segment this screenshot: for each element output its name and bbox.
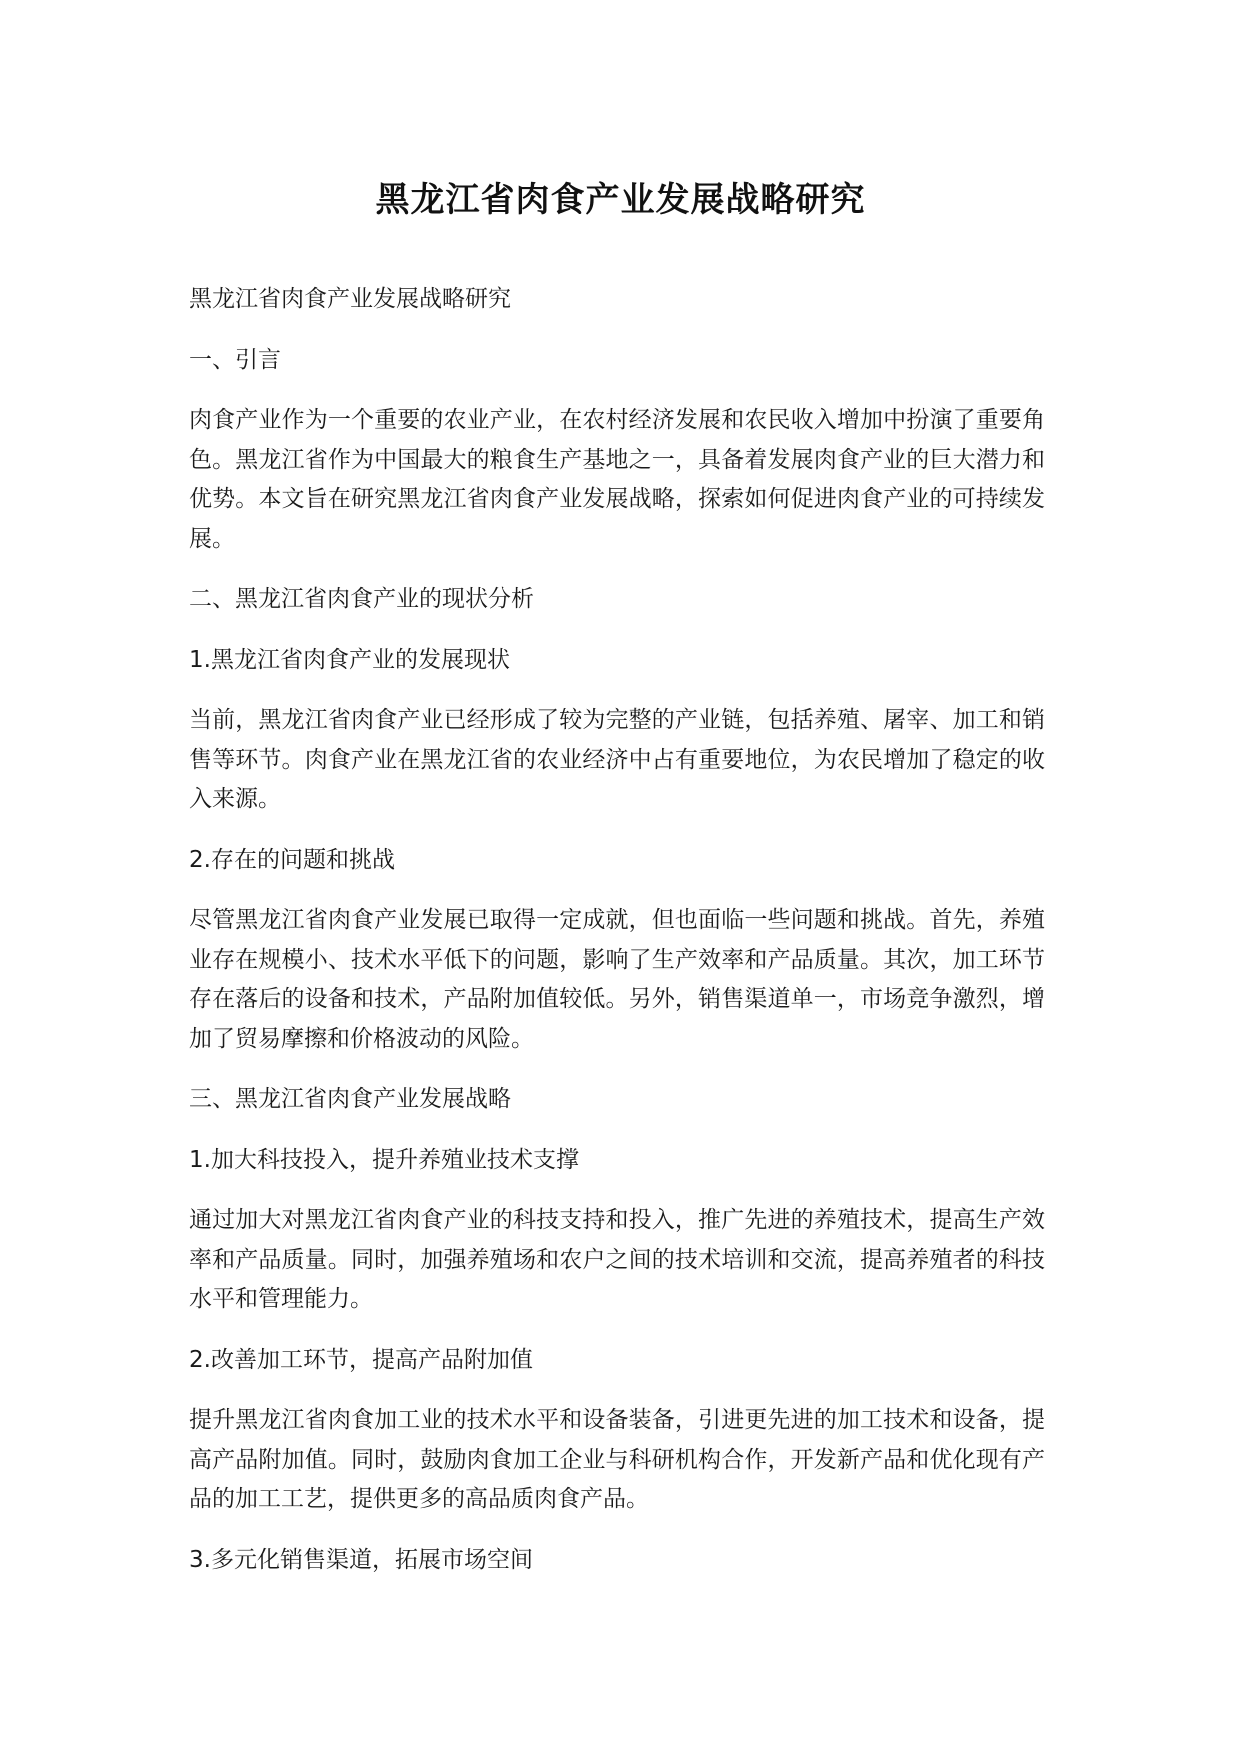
document-body xyxy=(189,280,1045,1580)
document-title: 黑龙江省肉食产业发展战略研究 xyxy=(375,180,866,220)
section-heading-status-analysis: 二、黑龙江省肉食产业的现状分析 xyxy=(189,586,534,612)
paragraph-development-status: 当前，黑龙江省肉食产业已经形成了较为完整的产业链，包括养殖、屠宰、加工和销售等环节。肉食产业在黑龙江省的农业经济中占有重要地位，为农民增加了稳定的收入来源。 xyxy=(189,707,1045,812)
section-heading-introduction: 一、引言 xyxy=(189,346,281,373)
document-subtitle: 黑龙江省肉食产业发展战略研究 xyxy=(189,286,511,312)
paragraph-processing-improvement: 提升黑龙江省肉食加工业的技术水平和设备装备，引进更先进的加工技术和设备，提高产品附加值。同时，鼓励肉食加工企业与科研机构合作，开发新产品和优化现有产品的加工工艺，提供更多的高品质肉食产品。 xyxy=(189,1407,1045,1512)
paragraph-problems-challenges: 尽管黑龙江省肉食产业发展已取得一定成就，但也面临一些问题和挑战。首先，养殖业存在规模小、技术水平低下的问题，影响了生产效率和产品质量。其次，加工环节存在落后的设备和技术，产品附加值较低。另外，销售渠道单一，市场竞争激烈，增加了贸易摩擦和价格波动的风险。 xyxy=(189,907,1045,1052)
subheading-development-status: 1.黑龙江省肉食产业的发展现状 xyxy=(189,646,510,673)
subheading-processing-improvement: 2.改善加工环节，提高产品附加值 xyxy=(189,1346,533,1373)
paragraph-technology-investment: 通过加大对黑龙江省肉食产业的科技支持和投入，推广先进的养殖技术，提高生产效率和产品质量。同时，加强养殖场和农户之间的技术培训和交流，提高养殖者的科技水平和管理能力。 xyxy=(189,1207,1045,1312)
paragraph-introduction: 肉食产业作为一个重要的农业产业，在农村经济发展和农民收入增加中扮演了重要角色。黑龙江省作为中国最大的粮食生产基地之一，具备着发展肉食产业的巨大潜力和优势。本文旨在研究黑龙江省肉食产业发展战略，探索如何促进肉食产业的可持续发展。 xyxy=(189,407,1045,552)
subheading-sales-channels: 3.多元化销售渠道，拓展市场空间 xyxy=(189,1546,533,1573)
section-heading-strategy: 三、黑龙江省肉食产业发展战略 xyxy=(189,1086,511,1112)
subheading-problems-challenges: 2.存在的问题和挑战 xyxy=(189,846,395,873)
subheading-technology-investment: 1.加大科技投入，提升养殖业技术支撑 xyxy=(189,1146,579,1173)
